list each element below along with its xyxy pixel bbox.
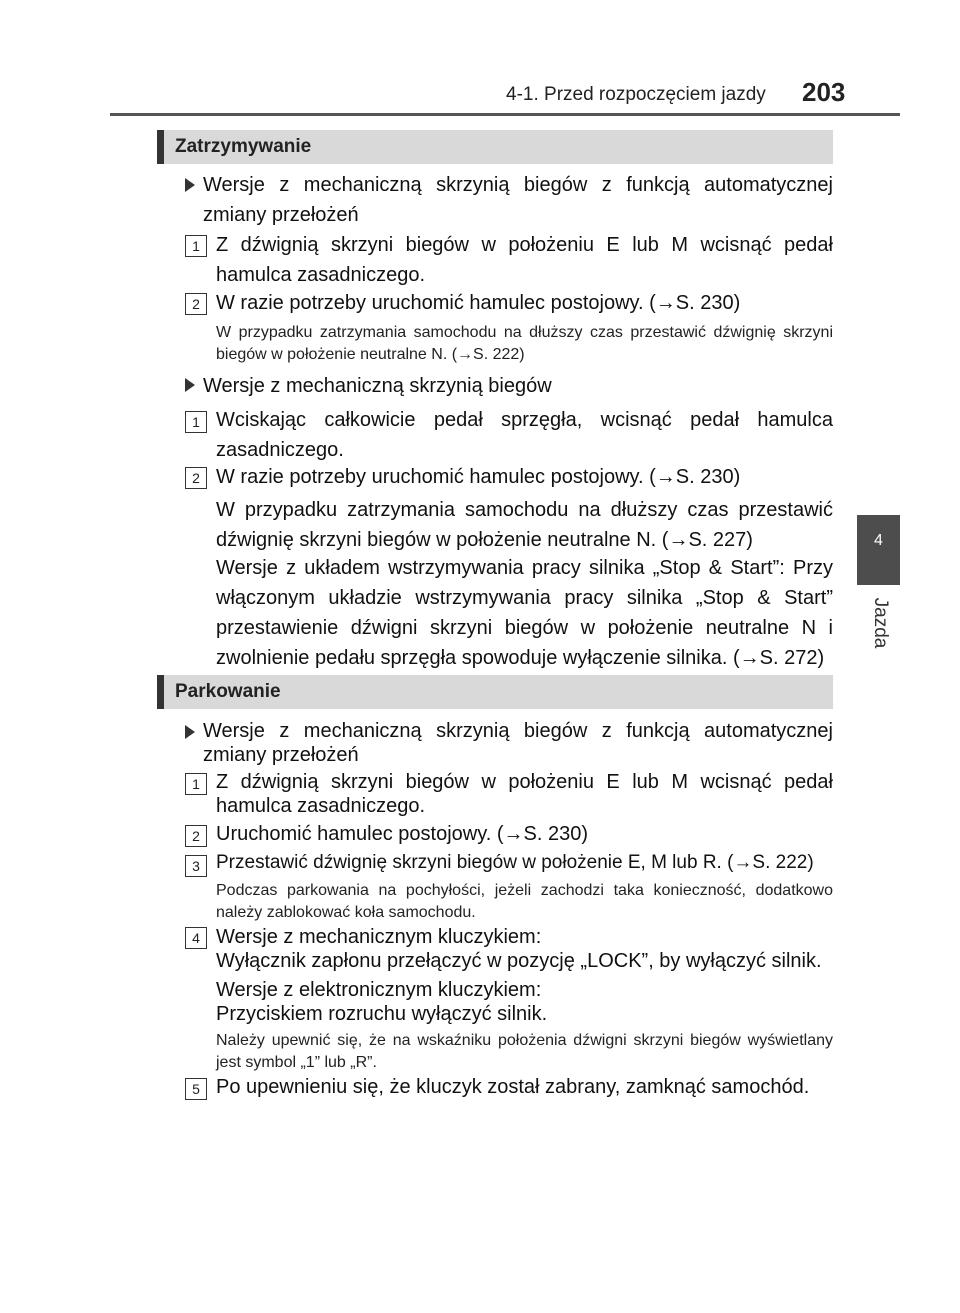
- header-rule: [110, 113, 900, 116]
- triangle-bullet-icon: [185, 725, 195, 739]
- step-number: 1: [185, 235, 207, 257]
- step-number: 1: [185, 411, 207, 433]
- chapter-tab: [857, 515, 900, 585]
- section-title: Zatrzymywanie: [175, 136, 312, 157]
- step-text: Przyciskiem rozruchu wyłączyć silnik.: [216, 1003, 548, 1025]
- step-number: 5: [185, 1078, 207, 1100]
- step-text: Po upewnieniu się, że kluczyk został zabrany, zamknąć samochód.: [216, 1076, 810, 1098]
- step-text: Z dźwignią skrzyni biegów w położeniu E lub M wcisnąć pedał hamulca zasadniczego.: [216, 771, 833, 817]
- section-title: Parkowanie: [175, 681, 281, 702]
- step-number: 3: [185, 855, 207, 877]
- step-text: Z dźwignią skrzyni biegów w położeniu E lub M wcisnąć pedał hamulca zasadniczego.: [216, 234, 833, 286]
- step-paragraph: W przypadku zatrzymania samochodu na dłuższy czas przestawić dźwignię skrzyni biegów w położenie neutralne N. (→S. 227): [216, 499, 833, 551]
- chapter-number: 4: [874, 532, 883, 549]
- step-text: W razie potrzeby uruchomić hamulec postojowy. (→S. 230): [216, 466, 741, 488]
- variant-heading: Wersje z mechaniczną skrzynią biegów z funkcją automatycznej zmiany przełożeń: [203, 174, 833, 226]
- step-note: Podczas parkowania na pochyłości, jeżeli zachodzi taka konieczność, dodatkowo należy zablokować koła samochodu.: [216, 882, 833, 921]
- step-number: 4: [185, 927, 207, 949]
- section-accent: [157, 130, 164, 164]
- step-note: W przypadku zatrzymania samochodu na dłuższy czas przestawić dźwignię skrzyni biegów w położenie neutralne N. (→S. 222): [216, 324, 833, 363]
- section-heading-parking: [157, 675, 833, 709]
- section-heading-stopping: [157, 130, 833, 164]
- chapter-label: [866, 594, 892, 654]
- variant-heading: Wersje z mechaniczną skrzynią biegów: [203, 375, 552, 397]
- variant-heading: Wersje z mechaniczną skrzynią biegów z funkcją automatycznej zmiany przełożeń: [203, 720, 833, 766]
- step-number: 2: [185, 825, 207, 847]
- step-number: 1: [185, 773, 207, 795]
- step-subheading: Wersje z elektronicznym kluczykiem:: [216, 979, 542, 1001]
- running-header-section: 4-1. Przed rozpoczęciem jazdy: [506, 84, 766, 105]
- step-note: Należy upewnić się, że na wskaźniku położenia dźwigni skrzyni biegów wyświetlany jest symbol „1” lub „R”.: [216, 1032, 833, 1071]
- step-text: Przestawić dźwignię skrzyni biegów w położenie E, M lub R. (→S. 222): [216, 852, 814, 873]
- step-number: 2: [185, 293, 207, 315]
- step-subheading: Wersje z mechanicznym kluczykiem:: [216, 926, 542, 948]
- section-accent: [157, 675, 164, 709]
- triangle-bullet-icon: [185, 378, 195, 392]
- step-number: 2: [185, 467, 207, 489]
- step-text: Uruchomić hamulec postojowy. (→S. 230): [216, 823, 588, 845]
- step-text: W razie potrzeby uruchomić hamulec postojowy. (→S. 230): [216, 292, 741, 314]
- step-text: Wyłącznik zapłonu przełączyć w pozycję „LOCK”, by wyłączyć silnik.: [216, 950, 822, 972]
- page-number: 203: [802, 77, 846, 107]
- chapter-label-text: Jazda: [870, 597, 891, 649]
- step-paragraph: Wersje z układem wstrzymywania pracy silnika „Stop & Start”: Przy włączonym układzie wstrzymywania pracy silnika „Stop & Start” przestawienie dźwigni skrzyni biegów w położenie neutralne N i zwolnienie pedału sprzęgła spowoduje wyłączenie silnika. (→S. 272): [216, 557, 833, 669]
- triangle-bullet-icon: [185, 178, 195, 192]
- step-text: Wciskając całkowicie pedał sprzęgła, wcisnąć pedał hamulca zasadniczego.: [216, 409, 833, 461]
